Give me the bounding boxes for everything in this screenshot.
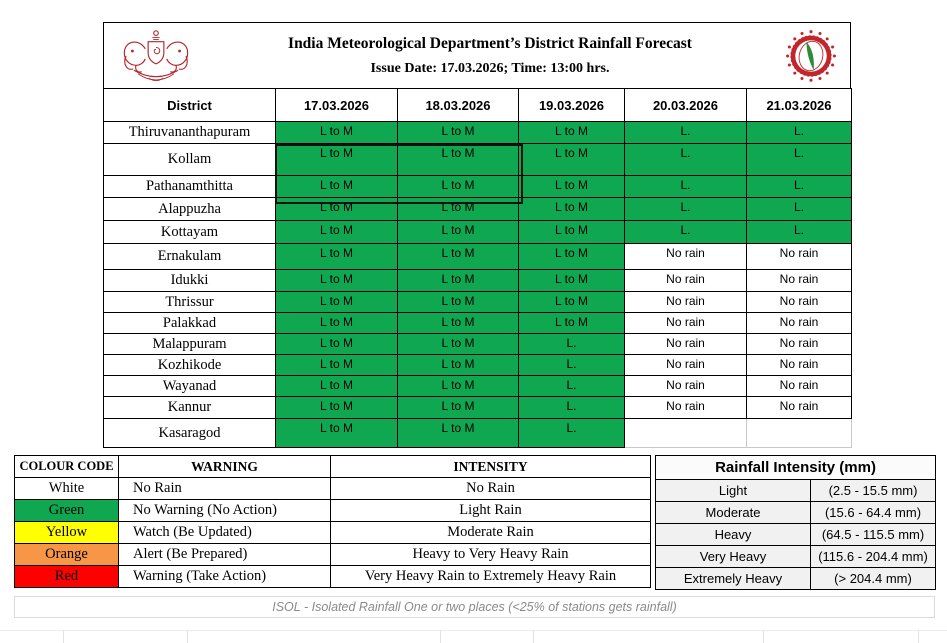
district-name: Kasaragod xyxy=(104,419,276,448)
forecast-cell: L. xyxy=(625,198,747,221)
kerala-govt-emblem-icon xyxy=(116,26,196,86)
intensity-row xyxy=(656,546,936,568)
intensity-cell: No Rain xyxy=(331,478,651,500)
forecast-cell: L to M xyxy=(519,292,625,313)
district-name: Kollam xyxy=(104,144,276,176)
forecast-cell: No rain xyxy=(625,376,747,397)
colour-swatch-cell: Red xyxy=(15,566,119,588)
faint-gridline-vertical xyxy=(440,630,441,643)
isol-footnote: ISOL - Isolated Rainfall One or two places (<25% of stations gets rainfall) xyxy=(14,596,935,618)
forecast-cell: L to M xyxy=(519,313,625,334)
legend-column-header: WARNING xyxy=(119,456,331,478)
intensity-cell: Heavy to Very Heavy Rain xyxy=(331,544,651,566)
column-header: District xyxy=(104,89,276,122)
forecast-cell: L to M xyxy=(276,419,398,448)
forecast-row xyxy=(104,270,852,292)
forecast-cell: L to M xyxy=(398,355,519,376)
forecast-cell: L to M xyxy=(519,144,625,176)
forecast-row xyxy=(104,176,852,198)
forecast-cell: L to M xyxy=(398,419,519,448)
district-name: Pathanamthitta xyxy=(104,176,276,198)
forecast-cell: No rain xyxy=(747,292,852,313)
issue-date-line: Issue Date: 17.03.2026; Time: 13:00 hrs. xyxy=(370,60,610,76)
forecast-cell: L. xyxy=(519,419,625,448)
forecast-row xyxy=(104,144,852,176)
forecast-cell: L. xyxy=(519,334,625,355)
imd-logo-icon xyxy=(784,29,838,83)
forecast-row xyxy=(104,313,852,334)
legend-row xyxy=(15,544,651,566)
forecast-cell: L to M xyxy=(398,144,519,176)
forecast-cell: L to M xyxy=(398,198,519,221)
intensity-range-cell: (115.6 - 204.4 mm) xyxy=(811,546,936,568)
forecast-cell: L. xyxy=(747,122,852,144)
forecast-cell: L to M xyxy=(519,122,625,144)
forecast-row xyxy=(104,292,852,313)
intensity-cell: Moderate Rain xyxy=(331,522,651,544)
forecast-cell: No rain xyxy=(747,397,852,419)
district-name: Alappuzha xyxy=(104,198,276,221)
district-name: Wayanad xyxy=(104,376,276,397)
forecast-cell: L to M xyxy=(276,144,398,176)
rainfall-intensity-table xyxy=(655,455,936,590)
colour-code-table xyxy=(14,455,651,588)
forecast-cell: L to M xyxy=(398,313,519,334)
forecast-row xyxy=(104,376,852,397)
forecast-cell: L to M xyxy=(519,198,625,221)
forecast-cell: L to M xyxy=(276,176,398,198)
faint-gridline-vertical xyxy=(187,630,188,643)
forecast-cell: L. xyxy=(747,198,852,221)
forecast-cell: L to M xyxy=(398,397,519,419)
warning-cell: Watch (Be Updated) xyxy=(119,522,331,544)
intensity-label-cell: Extremely Heavy xyxy=(656,568,811,590)
intensity-row xyxy=(656,480,936,502)
forecast-cell: L. xyxy=(625,176,747,198)
forecast-header-row xyxy=(104,89,852,122)
forecast-cell: L to M xyxy=(276,270,398,292)
intensity-row xyxy=(656,524,936,546)
district-name: Palakkad xyxy=(104,313,276,334)
district-name: Kottayam xyxy=(104,221,276,244)
forecast-cell: L to M xyxy=(398,176,519,198)
forecast-cell: L to M xyxy=(519,221,625,244)
column-header: 21.03.2026 xyxy=(747,89,852,122)
forecast-cell: L to M xyxy=(398,334,519,355)
forecast-row xyxy=(104,198,852,221)
forecast-cell: No rain xyxy=(625,244,747,270)
district-name: Kozhikode xyxy=(104,355,276,376)
faint-gridline-vertical xyxy=(763,630,764,643)
district-name: Ernakulam xyxy=(104,244,276,270)
forecast-cell: L to M xyxy=(276,244,398,270)
forecast-cell: No rain xyxy=(747,313,852,334)
column-header: 19.03.2026 xyxy=(519,89,625,122)
intensity-range-cell: (15.6 - 64.4 mm) xyxy=(811,502,936,524)
forecast-row xyxy=(104,221,852,244)
forecast-cell: L. xyxy=(625,144,747,176)
district-name: Thrissur xyxy=(104,292,276,313)
forecast-row xyxy=(104,419,852,448)
legend-row xyxy=(15,522,651,544)
forecast-cell: No rain xyxy=(747,270,852,292)
forecast-row xyxy=(104,397,852,419)
column-header: 18.03.2026 xyxy=(398,89,519,122)
forecast-cell: L to M xyxy=(519,270,625,292)
forecast-cell: L to M xyxy=(519,176,625,198)
intensity-row xyxy=(656,568,936,590)
faint-gridline-vertical xyxy=(918,630,919,643)
report-header xyxy=(103,22,851,88)
forecast-section xyxy=(103,22,851,448)
forecast-cell: L to M xyxy=(398,292,519,313)
forecast-cell: L. xyxy=(519,376,625,397)
warning-cell: No Rain xyxy=(119,478,331,500)
forecast-cell: No rain xyxy=(747,355,852,376)
forecast-cell xyxy=(625,419,747,448)
faint-gridline-vertical xyxy=(63,630,64,643)
forecast-cell xyxy=(747,419,852,448)
forecast-cell: No rain xyxy=(747,334,852,355)
report-titles xyxy=(196,35,784,77)
forecast-cell: L to M xyxy=(276,313,398,334)
column-header: 20.03.2026 xyxy=(625,89,747,122)
intensity-cell: Very Heavy Rain to Extremely Heavy Rain xyxy=(331,566,651,588)
forecast-cell: L to M xyxy=(398,244,519,270)
colour-code-header-row xyxy=(15,456,651,478)
intensity-table-title: Rainfall Intensity (mm) xyxy=(656,456,936,480)
intensity-header-row xyxy=(656,456,936,480)
forecast-cell: L to M xyxy=(276,376,398,397)
forecast-cell: No rain xyxy=(625,313,747,334)
faint-gridline-vertical xyxy=(533,630,534,643)
forecast-cell: L to M xyxy=(276,221,398,244)
forecast-cell: L. xyxy=(747,221,852,244)
forecast-cell: L to M xyxy=(276,292,398,313)
forecast-cell: No rain xyxy=(625,355,747,376)
forecast-cell: No rain xyxy=(625,270,747,292)
forecast-cell: L. xyxy=(747,144,852,176)
intensity-cell: Light Rain xyxy=(331,500,651,522)
forecast-cell: L to M xyxy=(276,397,398,419)
intensity-label-cell: Light xyxy=(656,480,811,502)
intensity-range-cell: (64.5 - 115.5 mm) xyxy=(811,524,936,546)
forecast-cell: No rain xyxy=(625,397,747,419)
forecast-cell: No rain xyxy=(625,292,747,313)
colour-swatch-cell: Orange xyxy=(15,544,119,566)
forecast-cell: L to M xyxy=(398,270,519,292)
forecast-cell: L. xyxy=(625,221,747,244)
warning-cell: No Warning (No Action) xyxy=(119,500,331,522)
intensity-row xyxy=(656,502,936,524)
intensity-label-cell: Moderate xyxy=(656,502,811,524)
legend-column-header: COLOUR CODE xyxy=(15,456,119,478)
forecast-cell: No rain xyxy=(747,376,852,397)
forecast-cell: L. xyxy=(625,122,747,144)
forecast-cell: L to M xyxy=(276,334,398,355)
district-name: Kannur xyxy=(104,397,276,419)
legend-column-header: INTENSITY xyxy=(331,456,651,478)
forecast-row xyxy=(104,355,852,376)
forecast-cell: No rain xyxy=(625,334,747,355)
legend-row xyxy=(15,500,651,522)
forecast-cell: L to M xyxy=(276,122,398,144)
forecast-row xyxy=(104,122,852,144)
district-name: Thiruvananthapuram xyxy=(104,122,276,144)
district-name: Idukki xyxy=(104,270,276,292)
district-name: Malappuram xyxy=(104,334,276,355)
colour-swatch-cell: Yellow xyxy=(15,522,119,544)
forecast-row xyxy=(104,244,852,270)
colour-swatch-cell: Green xyxy=(15,500,119,522)
column-header: 17.03.2026 xyxy=(276,89,398,122)
faint-gridline-horizontal xyxy=(0,630,947,631)
forecast-cell: No rain xyxy=(747,244,852,270)
intensity-range-cell: (2.5 - 15.5 mm) xyxy=(811,480,936,502)
forecast-cell: L. xyxy=(519,355,625,376)
forecast-cell: L to M xyxy=(276,198,398,221)
forecast-cell: L. xyxy=(519,397,625,419)
forecast-cell: L to M xyxy=(398,221,519,244)
report-title: India Meteorological Department’s District Rainfall Forecast xyxy=(288,34,692,52)
colour-swatch-cell: White xyxy=(15,478,119,500)
forecast-cell: L to M xyxy=(398,376,519,397)
forecast-cell: L to M xyxy=(398,122,519,144)
forecast-cell: L. xyxy=(747,176,852,198)
forecast-cell: L to M xyxy=(276,355,398,376)
legend-row xyxy=(15,478,651,500)
warning-cell: Alert (Be Prepared) xyxy=(119,544,331,566)
warning-cell: Warning (Take Action) xyxy=(119,566,331,588)
forecast-cell: L to M xyxy=(519,244,625,270)
intensity-label-cell: Very Heavy xyxy=(656,546,811,568)
forecast-table xyxy=(103,88,852,448)
intensity-range-cell: (> 204.4 mm) xyxy=(811,568,936,590)
intensity-label-cell: Heavy xyxy=(656,524,811,546)
forecast-row xyxy=(104,334,852,355)
legend-row xyxy=(15,566,651,588)
